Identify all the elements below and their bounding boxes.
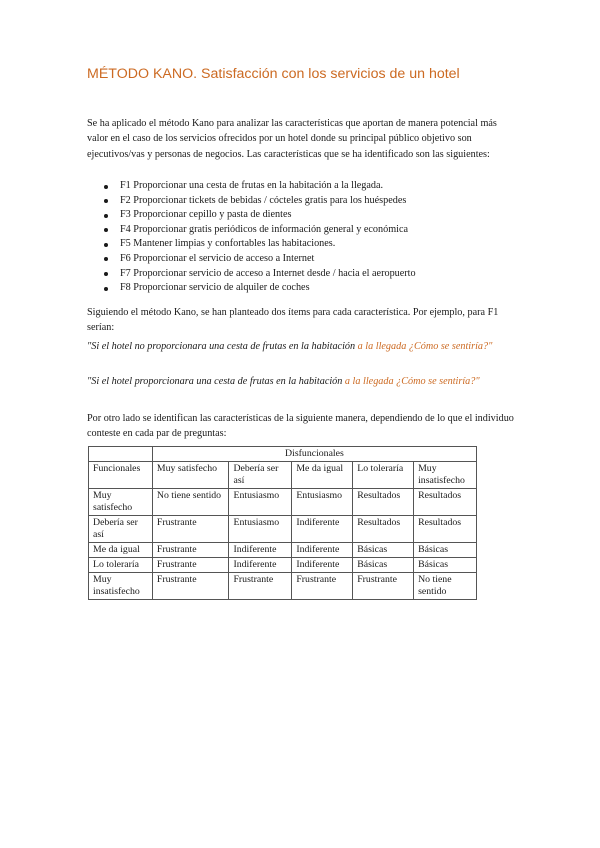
list-item: F6 Proporcionar el servicio de acceso a Internet <box>104 252 504 267</box>
table-cell: Indiferente <box>292 558 353 573</box>
table-row <box>89 543 477 558</box>
column-header: Muy satisfecho <box>152 462 229 489</box>
column-header: Lo toleraría <box>353 462 414 489</box>
kano-table <box>88 446 477 600</box>
list-item: F4 Proporcionar gratis periódicos de información general y económica <box>104 223 504 238</box>
table-row <box>89 573 477 600</box>
table-cell: Indiferente <box>292 516 353 543</box>
list-item: F1 Proporcionar una cesta de frutas en la habitación a la llegada. <box>104 179 504 194</box>
table-cell: No tiene sentido <box>152 489 229 516</box>
table-cell: Entusiasmo <box>229 489 292 516</box>
question-dysfunctional <box>87 340 517 354</box>
row-header: Muy satisfecho <box>89 489 153 516</box>
table-cell: Indiferente <box>292 543 353 558</box>
list-item: F8 Proporcionar servicio de alquiler de coches <box>104 281 504 296</box>
table-cell: Frustrante <box>152 543 229 558</box>
row-header: Me da igual <box>89 543 153 558</box>
table-cell: Frustrante <box>152 516 229 543</box>
table-cell: Resultados <box>414 489 477 516</box>
table-cell: Resultados <box>414 516 477 543</box>
table-cell: Frustrante <box>152 558 229 573</box>
column-header: Debería ser así <box>229 462 292 489</box>
table-cell: Frustrante <box>292 573 353 600</box>
list-item: F2 Proporcionar tickets de bebidas / cócteles gratis para los huéspedes <box>104 194 504 209</box>
table-group-header: Disfuncionales <box>152 447 476 462</box>
question-lead: "Si el hotel no proporcionara una cesta de frutas en la habitación <box>87 341 356 352</box>
table-cell: Básicas <box>353 543 414 558</box>
table-row <box>89 558 477 573</box>
table-cell: No tiene sentido <box>414 573 477 600</box>
table-row <box>89 489 477 516</box>
document-title: MÉTODO KANO. Satisfacción con los servicios de un hotel <box>87 66 460 82</box>
table-cell: Básicas <box>353 558 414 573</box>
classification-paragraph: Por otro lado se identifican las características de la siguiente manera, dependiendo de lo que el individuo conteste en cada par de preguntas: <box>87 413 514 439</box>
row-header: Lo toleraría <box>89 558 153 573</box>
column-header: Me da igual <box>292 462 353 489</box>
table-corner-header: Funcionales <box>89 462 153 489</box>
intro-paragraph: Se ha aplicado el método Kano para analizar las características que aportan de manera potencial más valor en el caso de los servicios ofrecidos por un hotel donde su principal público objetivo son ejecutivos/vas y personas de negocios. Las características que se ha identificado son las siguientes: <box>87 118 497 160</box>
question-rest: a la llegada ¿Cómo se sentiría?" <box>355 341 493 352</box>
row-header: Debería ser así <box>89 516 153 543</box>
table-cell: Indiferente <box>229 543 292 558</box>
question-lead: "Si el hotel proporcionara una cesta de frutas en la habitación <box>87 376 343 387</box>
table-row <box>89 516 477 543</box>
table-cell: Entusiasmo <box>229 516 292 543</box>
column-header: Muy insatisfecho <box>414 462 477 489</box>
table-cell: Entusiasmo <box>292 489 353 516</box>
list-item: F7 Proporcionar servicio de acceso a Internet desde / hacia el aeropuerto <box>104 267 504 282</box>
example-paragraph: Siguiendo el método Kano, se han planteado dos ítems para cada característica. Por ejemplo, para F1 serían: <box>87 307 499 333</box>
feature-list <box>104 179 504 296</box>
list-item: F3 Proporcionar cepillo y pasta de dientes <box>104 208 504 223</box>
table-cell: Indiferente <box>229 558 292 573</box>
table-cell: Resultados <box>353 489 414 516</box>
question-rest: a la llegada ¿Cómo se sentiría?" <box>342 376 480 387</box>
table-corner-empty <box>89 447 153 462</box>
row-header: Muy insatisfecho <box>89 573 153 600</box>
table-cell: Básicas <box>414 558 477 573</box>
table-cell: Básicas <box>414 543 477 558</box>
table-cell: Resultados <box>353 516 414 543</box>
question-functional <box>87 375 517 389</box>
list-item: F5 Mantener limpias y confortables las habitaciones. <box>104 237 504 252</box>
table-cell: Frustrante <box>353 573 414 600</box>
table-cell: Frustrante <box>152 573 229 600</box>
table-cell: Frustrante <box>229 573 292 600</box>
